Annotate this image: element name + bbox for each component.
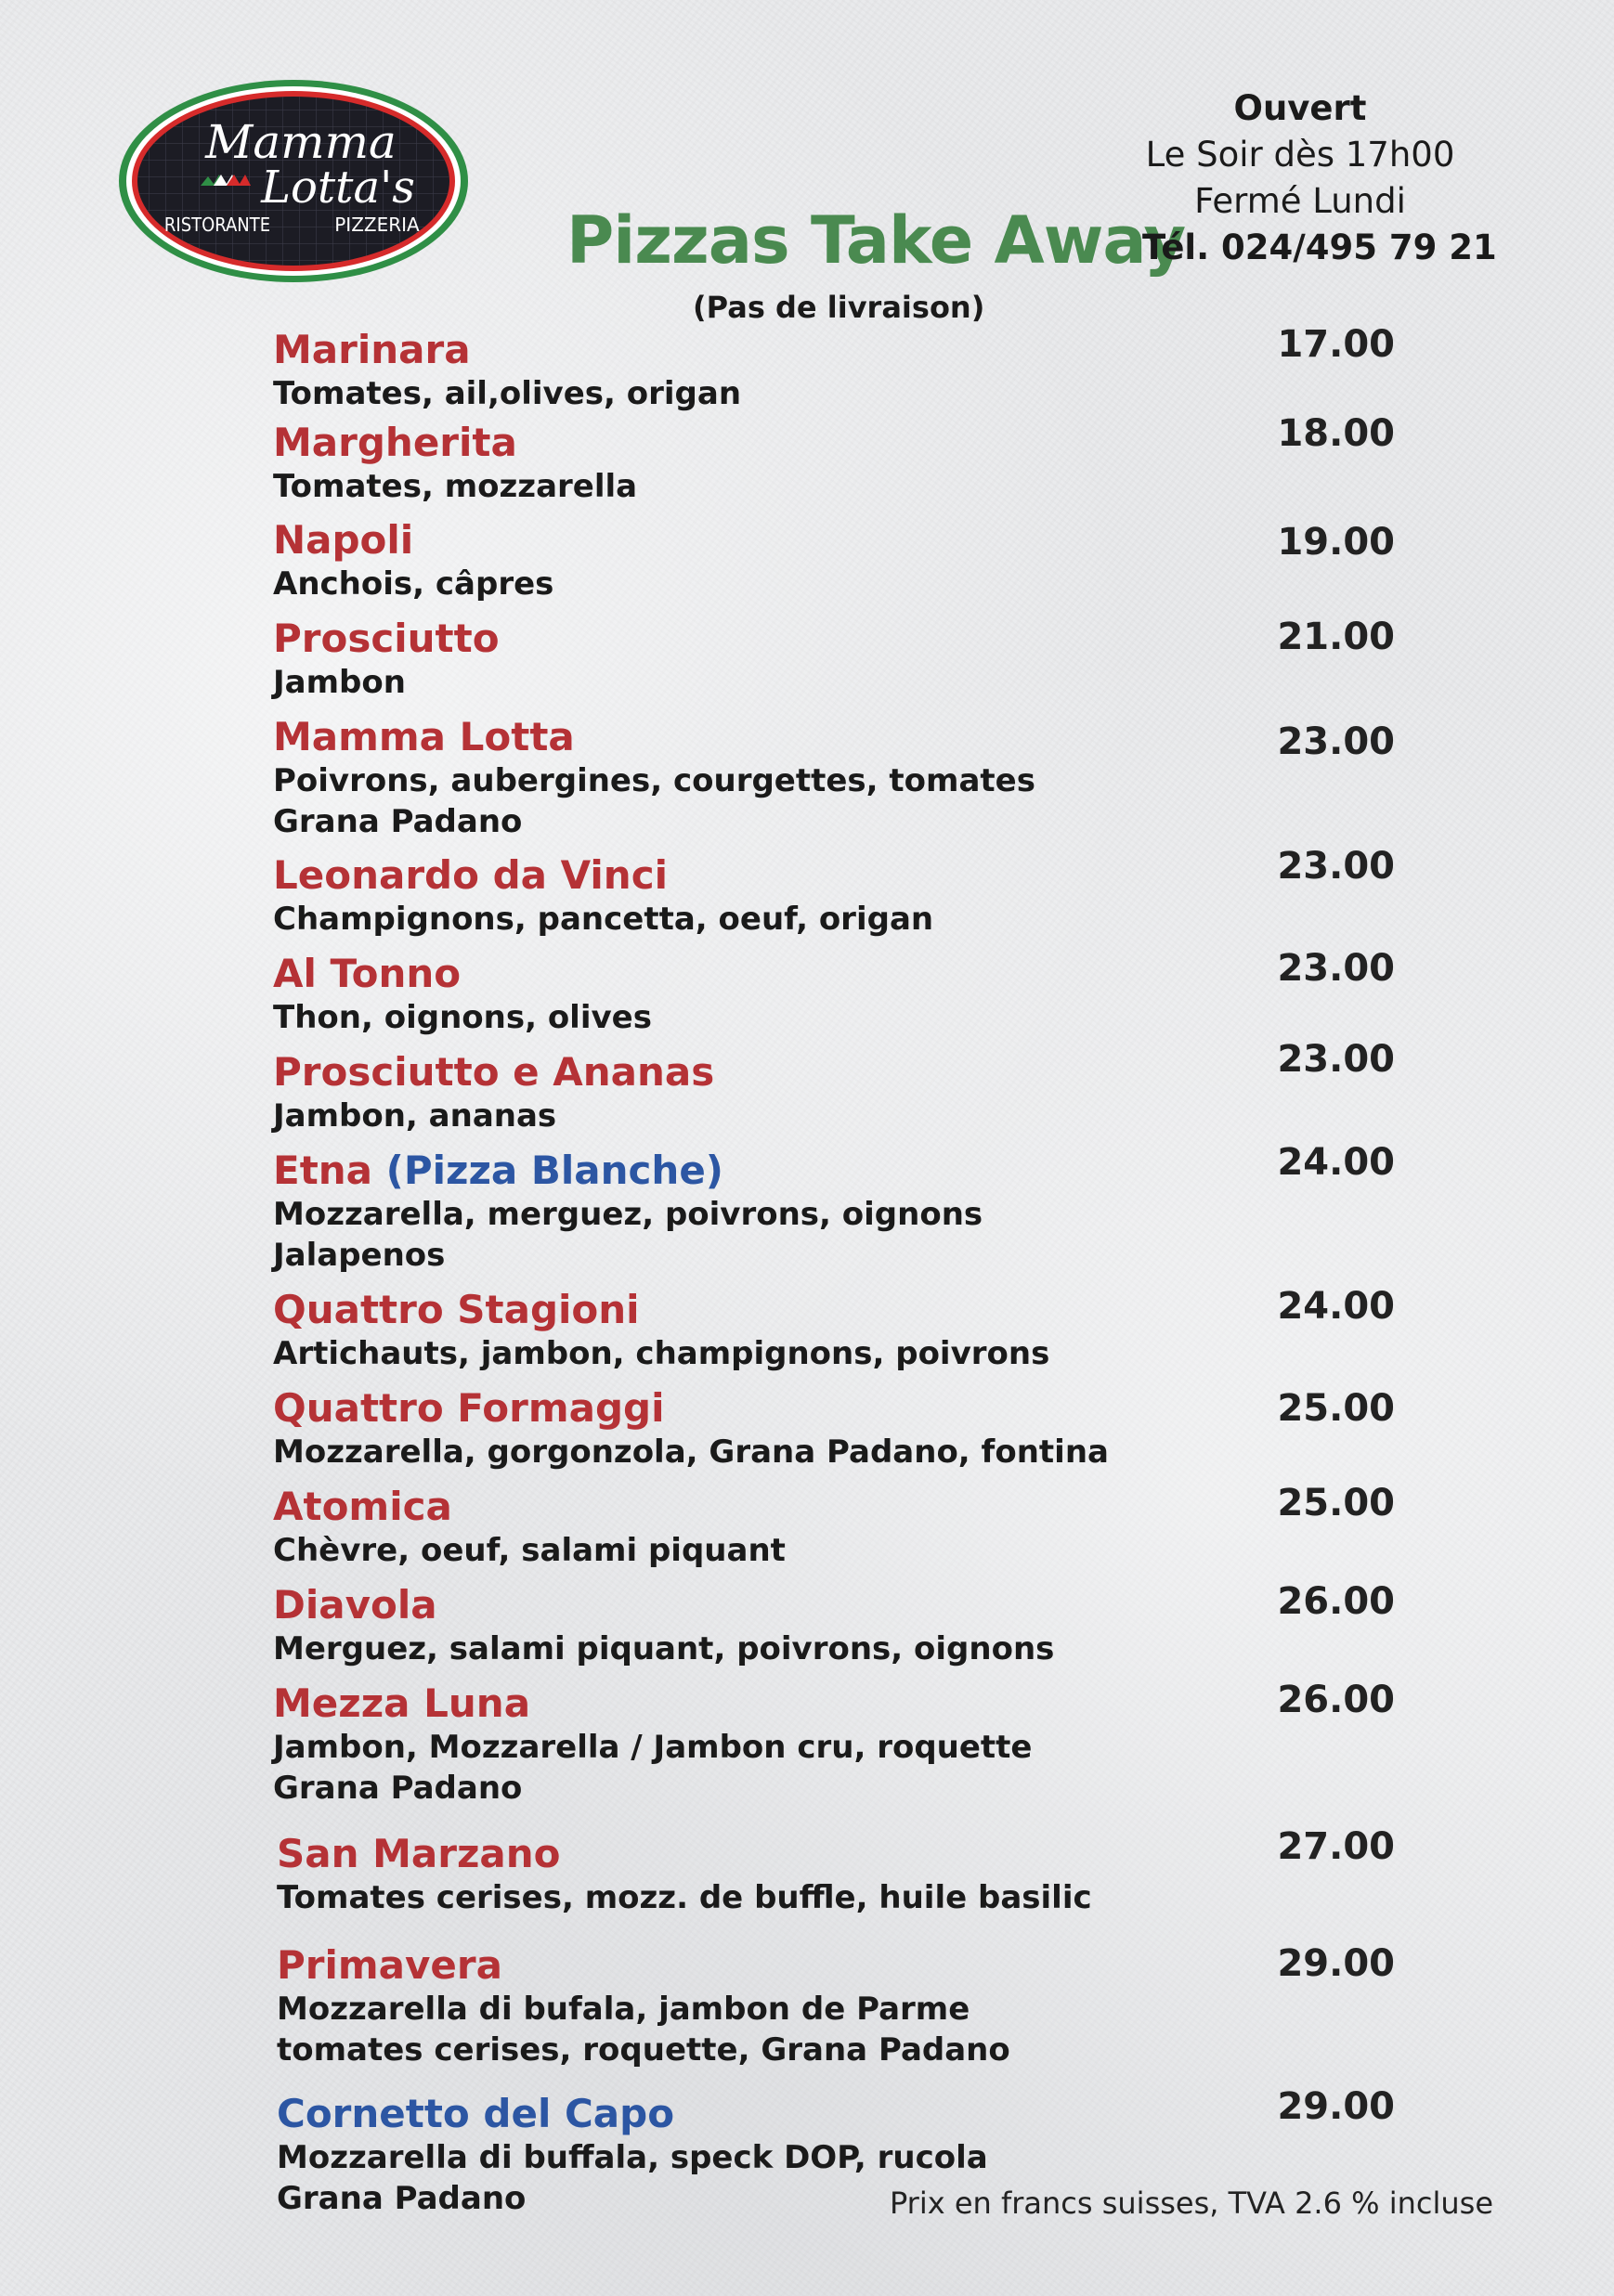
pizza-price: 24.00 [1277,1141,1395,1184]
pizza-name: Margherita [273,420,517,465]
price-note: Prix en francs suisses, TVA 2.6 % incluse [889,2186,1493,2221]
opening-info [1142,85,1497,271]
pizza-name: Quattro Stagioni [273,1287,640,1332]
pizza-name: Diavola [273,1582,437,1628]
pizza-price: 23.00 [1277,947,1395,990]
pizza-price: 19.00 [1277,521,1395,564]
pizza-price: 27.00 [1277,1825,1395,1868]
pizza-price: 21.00 [1277,616,1395,658]
page-title: Pizzas Take Away [566,202,1186,279]
pizza-name: Mezza Luna [273,1680,531,1726]
pizza-name: Atomica [273,1484,452,1529]
pizza-ingredients: Grana Padano [273,1770,523,1807]
menu-item [273,517,1425,604]
pizza-name-main: Etna [273,1148,373,1193]
pizza-ingredients: Jambon [273,664,406,701]
menu-item [273,327,1425,414]
pizza-ingredients: Grana Padano [273,803,523,840]
no-delivery-note: (Pas de livraison) [693,290,985,325]
pizza-ingredients: Tomates, ail,olives, origan [273,375,742,412]
pizza-name: Leonardo da Vinci [273,852,668,898]
pizza-name-suffix: (Pizza Blanche) [372,1148,723,1193]
menu-item [273,616,1425,703]
menu-item [273,1385,1425,1472]
pizza-price: 23.00 [1277,720,1395,763]
pizza-ingredients: Tomates cerises, mozz. de buffle, huile basilic [277,1879,1092,1916]
phone-number: Tél. 024/495 79 21 [1142,227,1497,267]
pizza-ingredients: Mozzarella, merguez, poivrons, oignons [273,1196,983,1233]
logo-name-line1: Mamma [205,115,397,169]
pizza-ingredients: tomates cerises, roquette, Grana Padano [277,2031,1010,2069]
pizza-ingredients: Tomates, mozzarella [273,468,638,505]
pizza-name: Mamma Lotta [273,714,575,759]
logo-name-line2: Lotta's [261,162,415,214]
pizza-ingredients: Mozzarella, gorgonzola, Grana Padano, fontina [273,1433,1109,1471]
menu-item [273,1148,1425,1276]
pizza-price: 25.00 [1277,1387,1395,1430]
menu-item [273,1484,1425,1571]
logo-label-pizzeria: PIZZERIA [334,214,420,236]
pizza-price: 26.00 [1277,1679,1395,1721]
pizza-ingredients: Chèvre, oeuf, salami piquant [273,1532,786,1569]
pizza-ingredients: Poivrons, aubergines, courgettes, tomates [273,762,1035,799]
pizza-name: Al Tonno [273,951,462,996]
menu-item [273,420,1425,507]
pizza-ingredients: Champignons, pancetta, oeuf, origan [273,901,934,938]
pizza-name [273,1148,1425,1194]
pizza-name: Primavera [277,1942,502,1988]
pizza-price: 25.00 [1277,1482,1395,1524]
menu-item [277,1942,1428,2070]
menu-item [273,714,1425,842]
pizza-ingredients: Jambon, ananas [273,1097,557,1135]
opening-hours: Le Soir dès 17h00 [1145,135,1455,175]
open-label: Ouvert [1233,88,1367,128]
menu-item [277,1831,1428,1918]
pizza-price: 17.00 [1277,323,1395,366]
closing-day: Fermé Lundi [1194,181,1406,221]
pizza-price: 29.00 [1277,1942,1395,1985]
menu-item [273,1049,1425,1136]
mamma-lottas-logo [115,76,472,286]
pizza-name: Cornetto del Capo [277,2091,675,2136]
pizza-ingredients: Thon, oignons, olives [273,999,652,1036]
pizza-name: Napoli [273,517,414,563]
pizza-ingredients: Grana Padano [277,2180,527,2217]
pizza-ingredients: Mozzarella di buffala, speck DOP, rucola [277,2139,988,2176]
pizza-ingredients: Jalapenos [273,1237,446,1274]
menu-item [273,1680,1425,1809]
pizza-price: 18.00 [1277,412,1395,455]
pizza-price: 23.00 [1277,845,1395,888]
pizza-name: Prosciutto [273,616,500,661]
pizza-ingredients: Merguez, salami piquant, poivrons, oignons [273,1630,1055,1667]
pizza-name: San Marzano [277,1831,561,1876]
menu-item [273,1287,1425,1374]
pizza-ingredients: Jambon, Mozzarella / Jambon cru, roquette [273,1729,1033,1766]
pizza-ingredients: Mozzarella di bufala, jambon de Parme [277,1991,970,2028]
logo-label-ristorante: RISTORANTE [163,214,271,236]
pizza-ingredients: Artichauts, jambon, champignons, poivrons [273,1335,1050,1372]
menu-item [273,951,1425,1038]
pizza-ingredients: Anchois, câpres [273,565,554,603]
pizza-price: 26.00 [1277,1580,1395,1623]
pizza-price: 29.00 [1277,2085,1395,2128]
pizza-price: 24.00 [1277,1285,1395,1328]
pizza-price: 23.00 [1277,1038,1395,1081]
pizza-name: Marinara [273,327,471,372]
pizza-name: Quattro Formaggi [273,1385,665,1431]
menu-item [273,1582,1425,1669]
menu-item [273,852,1425,940]
pizza-name: Prosciutto e Ananas [273,1049,715,1095]
